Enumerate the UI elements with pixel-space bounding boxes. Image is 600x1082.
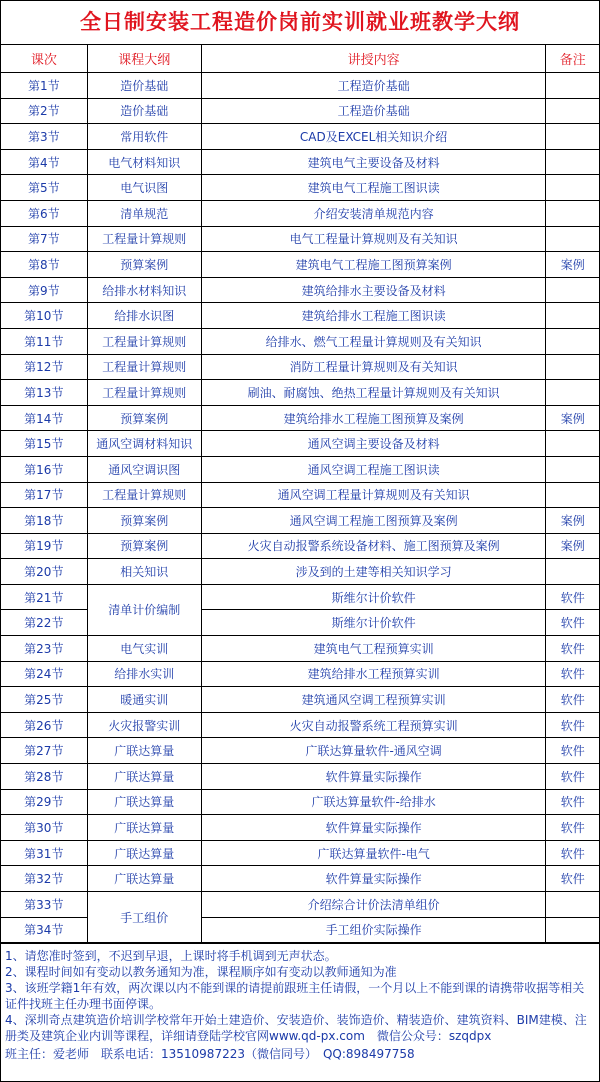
table-row [1,277,599,303]
cell-content: 软件算量实际操作 [201,764,546,790]
header-content: 讲授内容 [201,45,546,73]
cell-outline: 预算案例 [87,252,201,278]
cell-note: 软件 [546,866,599,892]
cell-content: 工程造价基础 [201,98,546,124]
cell-content: 建筑电气主要设备及材料 [201,149,546,175]
table-header-row [1,45,599,73]
cell-lesson: 第7节 [1,226,87,252]
table-row [1,73,599,99]
curriculum-table [1,45,599,943]
cell-lesson: 第4节 [1,149,87,175]
cell-note [546,559,599,585]
cell-note [546,226,599,252]
cell-note [546,328,599,354]
table-row [1,328,599,354]
note-item: 2、课程时间如有变动以教务通知为准，课程顺序如有变动以教师通知为准 [5,965,397,980]
cell-note: 软件 [546,840,599,866]
table-row [1,431,599,457]
cell-content: 火灾自动报警系统设备材料、施工图预算及案例 [201,533,546,559]
cell-content: 通风空调工程施工图识读 [201,456,546,482]
header-outline: 课程大纲 [87,45,201,73]
cell-content: 斯维尔计价软件 [201,584,546,610]
cell-content: 涉及到的土建等相关知识学习 [201,559,546,585]
table-row [1,738,599,764]
cell-outline: 电气实训 [87,636,201,662]
cell-note: 案例 [546,508,599,534]
cell-lesson: 第21节 [1,584,87,610]
cell-content: 建筑给排水工程预算实训 [201,661,546,687]
table-row [1,508,599,534]
table-row [1,175,599,201]
cell-note: 软件 [546,789,599,815]
cell-outline: 广联达算量 [87,738,201,764]
cell-lesson: 第13节 [1,380,87,406]
table-row [1,866,599,892]
cell-lesson: 第3节 [1,124,87,150]
cell-outline: 预算案例 [87,405,201,431]
cell-outline: 通风空调材料知识 [87,431,201,457]
cell-content: 建筑给排水工程施工图预算及案例 [201,405,546,431]
cell-note: 软件 [546,738,599,764]
cell-content: 建筑给排水工程施工图识读 [201,303,546,329]
cell-lesson: 第20节 [1,559,87,585]
cell-content: 介绍综合计价法清单组价 [201,892,546,918]
cell-content: 建筑电气工程施工图预算案例 [201,252,546,278]
cell-outline: 清单规范 [87,200,201,226]
table-row [1,98,599,124]
cell-content: 工程造价基础 [201,73,546,99]
cell-content: 手工组价实际操作 [201,917,546,943]
cell-outline: 通风空调识图 [87,456,201,482]
cell-outline: 工程量计算规则 [87,328,201,354]
table-body [1,73,599,943]
cell-content: 通风空调工程量计算规则及有关知识 [201,482,546,508]
cell-note: 案例 [546,252,599,278]
table-row [1,661,599,687]
cell-content: 通风空调主要设备及材料 [201,431,546,457]
cell-note [546,354,599,380]
cell-outline: 工程量计算规则 [87,226,201,252]
cell-content: 消防工程量计算规则及有关知识 [201,354,546,380]
cell-lesson: 第32节 [1,866,87,892]
cell-lesson: 第33节 [1,892,87,918]
cell-note: 软件 [546,584,599,610]
cell-lesson: 第8节 [1,252,87,278]
cell-note [546,200,599,226]
cell-outline: 工程量计算规则 [87,380,201,406]
table-row [1,482,599,508]
cell-note: 软件 [546,815,599,841]
table-row [1,252,599,278]
cell-content: 建筑给排水主要设备及材料 [201,277,546,303]
cell-content: 通风空调工程施工图预算及案例 [201,508,546,534]
header-note: 备注 [546,45,599,73]
table-row [1,687,599,713]
cell-note: 软件 [546,764,599,790]
cell-content: 软件算量实际操作 [201,815,546,841]
table-row [1,584,599,610]
cell-note [546,456,599,482]
cell-content: 软件算量实际操作 [201,866,546,892]
cell-content: 广联达算量软件-通风空调 [201,738,546,764]
cell-lesson: 第6节 [1,200,87,226]
cell-content: 火灾自动报警系统工程预算实训 [201,712,546,738]
cell-lesson: 第19节 [1,533,87,559]
notes-section [1,943,599,1044]
cell-lesson: 第11节 [1,328,87,354]
cell-outline: 工程量计算规则 [87,354,201,380]
cell-outline: 广联达算量 [87,840,201,866]
table-row [1,303,599,329]
cell-note: 软件 [546,636,599,662]
cell-note [546,380,599,406]
cell-outline: 广联达算量 [87,789,201,815]
table-row [1,789,599,815]
table-row [1,840,599,866]
cell-note: 案例 [546,533,599,559]
cell-lesson: 第5节 [1,175,87,201]
cell-lesson: 第15节 [1,431,87,457]
cell-outline: 广联达算量 [87,815,201,841]
cell-note: 软件 [546,712,599,738]
table-row [1,226,599,252]
cell-lesson: 第30节 [1,815,87,841]
cell-outline: 暖通实训 [87,687,201,713]
cell-lesson: 第9节 [1,277,87,303]
cell-lesson: 第31节 [1,840,87,866]
cell-outline: 给排水材料知识 [87,277,201,303]
cell-content: 建筑电气工程施工图识读 [201,175,546,201]
cell-note [546,892,599,918]
header-lesson: 课次 [1,45,87,73]
cell-note [546,73,599,99]
table-row [1,405,599,431]
cell-lesson: 第29节 [1,789,87,815]
cell-lesson: 第18节 [1,508,87,534]
cell-outline: 给排水识图 [87,303,201,329]
cell-outline: 造价基础 [87,73,201,99]
cell-outline: 工程量计算规则 [87,482,201,508]
cell-content: 介绍安装清单规范内容 [201,200,546,226]
note-item: 4、深圳奇点建筑造价培训学校常年开始土建造价、安装造价、装饰造价、精装造价、建筑资料、BIM建模、注册类及建筑企业内训等课程，详细请登陆学校官网www.qd-px.com 微信公众号：szqdpx [5,1013,587,1044]
cell-lesson: 第17节 [1,482,87,508]
cell-outline: 电气材料知识 [87,149,201,175]
cell-content: 斯维尔计价软件 [201,610,546,636]
cell-content: 广联达算量软件-电气 [201,840,546,866]
cell-note [546,482,599,508]
cell-lesson: 第23节 [1,636,87,662]
cell-lesson: 第16节 [1,456,87,482]
cell-outline: 广联达算量 [87,866,201,892]
cell-outline: 广联达算量 [87,764,201,790]
cell-lesson: 第22节 [1,610,87,636]
cell-lesson: 第1节 [1,73,87,99]
cell-outline: 手工组价 [87,892,201,943]
cell-lesson: 第12节 [1,354,87,380]
cell-content: 给排水、燃气工程量计算规则及有关知识 [201,328,546,354]
cell-note: 软件 [546,610,599,636]
table-row [1,354,599,380]
cell-note [546,98,599,124]
cell-outline: 给排水实训 [87,661,201,687]
note-item: 1、请您准时签到，不迟到早退，上课时将手机调到无声状态。 [5,949,337,964]
cell-note: 软件 [546,687,599,713]
cell-outline: 造价基础 [87,98,201,124]
cell-lesson: 第26节 [1,712,87,738]
cell-lesson: 第24节 [1,661,87,687]
cell-content: 建筑通风空调工程预算实训 [201,687,546,713]
cell-content: CAD及EXCEL相关知识介绍 [201,124,546,150]
table-row [1,636,599,662]
cell-outline: 预算案例 [87,508,201,534]
cell-lesson: 第34节 [1,917,87,943]
table-row [1,149,599,175]
cell-outline: 常用软件 [87,124,201,150]
table-row [1,712,599,738]
table-row [1,764,599,790]
cell-lesson: 第28节 [1,764,87,790]
cell-content: 广联达算量软件-给排水 [201,789,546,815]
cell-note [546,917,599,943]
cell-lesson: 第10节 [1,303,87,329]
table-row [1,124,599,150]
table-row [1,380,599,406]
cell-content: 建筑电气工程预算实训 [201,636,546,662]
cell-note: 案例 [546,405,599,431]
cell-outline: 相关知识 [87,559,201,585]
table-row [1,815,599,841]
cell-content: 刷油、耐腐蚀、绝热工程量计算规则及有关知识 [201,380,546,406]
cell-outline: 清单计价编制 [87,584,201,635]
cell-note [546,303,599,329]
contact-line: 班主任：爱老师 联系电话：13510987223（微信同号） QQ:898497758 [5,1047,415,1062]
cell-outline: 预算案例 [87,533,201,559]
cell-note [546,277,599,303]
table-row [1,200,599,226]
cell-note [546,149,599,175]
cell-lesson: 第14节 [1,405,87,431]
cell-lesson: 第27节 [1,738,87,764]
table-row [1,892,599,918]
cell-note [546,431,599,457]
note-item: 3、该班学籍1年有效，两次课以内不能到课的请提前跟班主任请假，一个月以上不能到课的请携带收据等相关证件找班主任办理书面停课。 [5,981,585,1012]
cell-content: 电气工程量计算规则及有关知识 [201,226,546,252]
cell-outline: 火灾报警实训 [87,712,201,738]
cell-lesson: 第2节 [1,98,87,124]
table-row [1,533,599,559]
table-row [1,559,599,585]
cell-note [546,175,599,201]
cell-lesson: 第25节 [1,687,87,713]
cell-outline: 电气识图 [87,175,201,201]
table-row [1,456,599,482]
page-title: 全日制安装工程造价岗前实训就业班教学大纲 [1,1,599,45]
cell-note [546,124,599,150]
cell-note: 软件 [546,661,599,687]
